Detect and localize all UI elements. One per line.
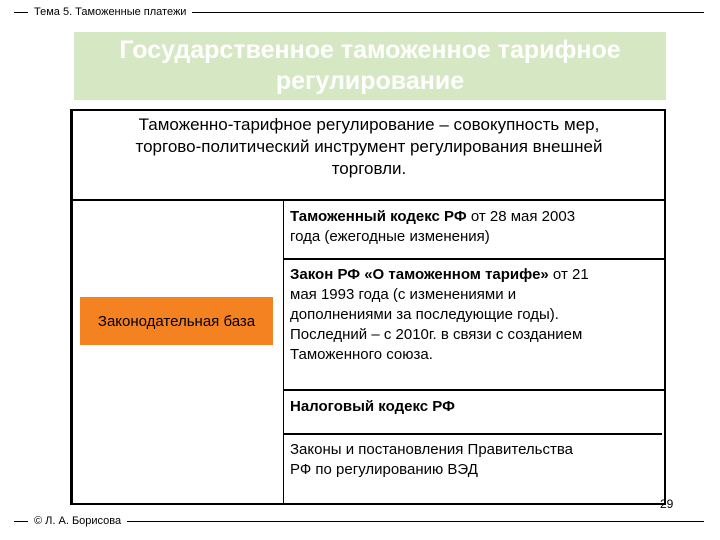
page-number: 29 (660, 497, 674, 511)
legal-base-text: Законодательная база (97, 312, 256, 330)
item-tariff-law (290, 265, 589, 365)
customs-code-date: от 28 мая 2003 (466, 208, 576, 225)
tariff-law-title: Закон РФ «О таможенном тарифе» (290, 266, 549, 283)
title-line-2: регулирование (275, 67, 465, 95)
tariff-law-date: от 21 (548, 266, 589, 283)
customs-code-note: года (ежегодные изменения) (290, 228, 490, 245)
definition-line-2: торгово-политический инструмент регулирования внешней (135, 137, 603, 156)
laws-line-1: Законы и постановления Правительства (290, 441, 574, 458)
author-label: © Л. А. Борисова (28, 514, 127, 528)
topic-label: Тема 5. Таможенные платежи (28, 5, 192, 19)
item-tax-code (290, 397, 455, 417)
title-line-1: Государственное таможенное тарифное (119, 36, 621, 64)
divider-3 (284, 433, 662, 435)
tariff-law-line-5: Таможенного союза. (290, 346, 433, 363)
definition-line-1: Таможенно-тарифное регулирование – совокупность мер, (138, 115, 600, 134)
definition-line-3: торговли. (331, 159, 407, 178)
vertical-divider (283, 201, 284, 505)
tariff-law-line-2: мая 1993 года (с изменениями и (290, 286, 517, 303)
tariff-law-line-3: дополнениями за последующие годы). (290, 306, 559, 323)
laws-line-2: РФ по регулированию ВЭД (290, 461, 478, 478)
definition-text (80, 114, 658, 180)
item-customs-code (290, 207, 575, 247)
tax-code-title: Налоговый кодекс РФ (290, 398, 455, 415)
slide-title (74, 32, 666, 100)
tariff-law-line-4: Последний – с 2010г. в связи с созданием (290, 326, 583, 343)
customs-code-title: Таможенный кодекс РФ (290, 208, 467, 225)
divider-1 (284, 258, 666, 260)
divider-definition (72, 199, 666, 201)
legal-base-label (80, 297, 273, 345)
divider-2 (284, 389, 666, 391)
item-laws (290, 440, 573, 480)
